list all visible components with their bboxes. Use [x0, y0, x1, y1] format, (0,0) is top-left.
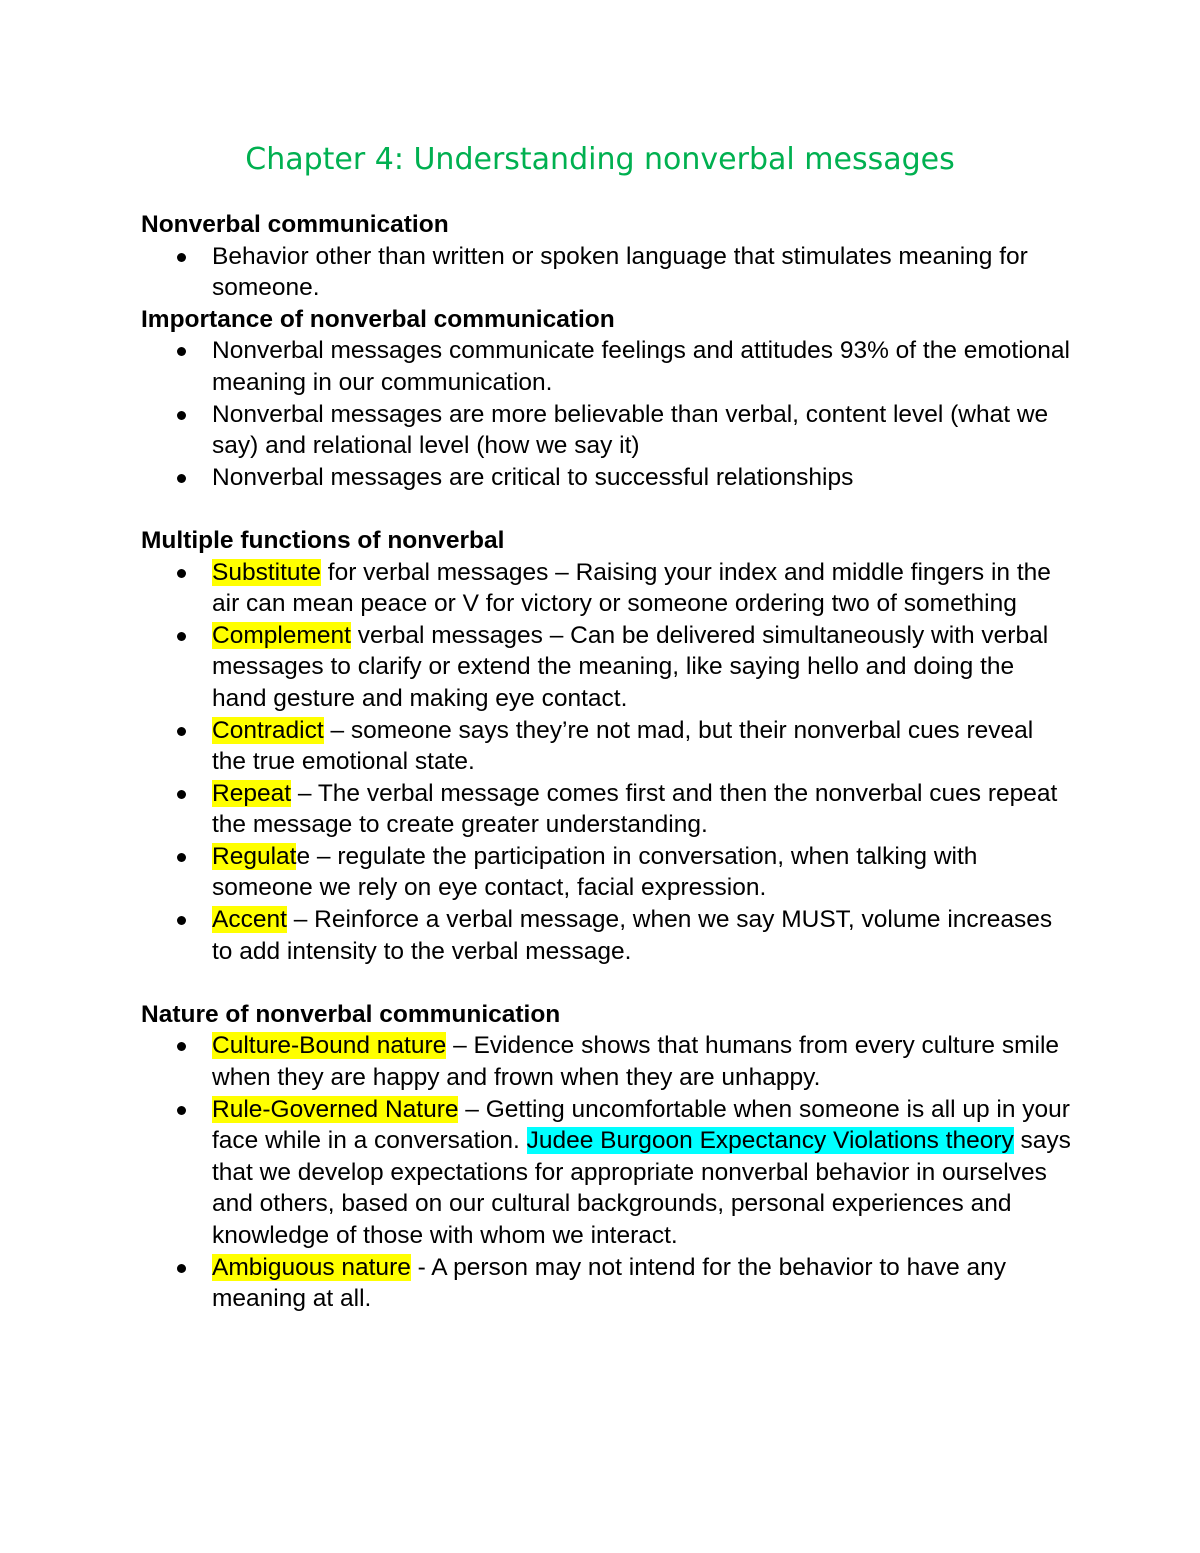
list-item: [141, 1094, 1071, 1252]
bullet-list-functions: [141, 557, 1071, 968]
list-item: [141, 904, 1071, 967]
bullet-text: – The verbal message comes first and then the nonverbal cues repeat the message to create greater understanding.: [212, 779, 1058, 839]
bullet-icon: [177, 474, 186, 483]
highlighted-term: Accent: [212, 906, 287, 934]
section-heading-functions: Multiple functions of nonverbal: [141, 526, 505, 554]
bullet-list-nonverbal: [141, 241, 1071, 304]
highlighted-term: Contradict: [212, 716, 324, 744]
list-item: [141, 399, 1071, 462]
bullet-text: Nonverbal messages are more believable than verbal, content level (what we say) and relational level (how we say it): [212, 400, 1049, 460]
list-item: [141, 841, 1071, 904]
bullet-icon: [177, 1042, 186, 1051]
bullet-text: - A person may not intend for the behavior to have any meaning at all.: [212, 1253, 1007, 1313]
highlighted-theory: Judee Burgoon Expectancy Violations theory: [526, 1127, 1014, 1155]
list-item: [141, 241, 1071, 304]
bullet-text: – Reinforce a verbal message, when we say MUST, volume increases to add intensity to the verbal message.: [212, 906, 1053, 965]
bullet-list-importance: [141, 335, 1071, 493]
highlighted-term: Ambiguous nature: [212, 1253, 411, 1281]
bullet-text: Behavior other than written or spoken language that stimulates meaning for someone.: [212, 242, 1028, 302]
bullet-icon: [177, 347, 186, 356]
list-item: [141, 1030, 1071, 1093]
highlighted-term: Repeat: [212, 779, 292, 807]
bullet-text: for verbal messages – Raising your index and middle fingers in the air can mean peace or V for victory or someone ordering two of something: [212, 558, 1051, 618]
blank-line: [141, 967, 1071, 999]
highlighted-term: Complement: [212, 621, 351, 649]
list-item: [141, 557, 1071, 620]
list-item: [141, 715, 1071, 778]
bullet-text: – Evidence shows that humans from every culture smile when they are happy and frown when they are unhappy.: [212, 1032, 1060, 1092]
list-item: [141, 1252, 1071, 1315]
bullet-icon: [177, 727, 186, 736]
bullet-text: Nonverbal messages are critical to successful relationships: [212, 463, 854, 491]
bullet-icon: [177, 853, 186, 862]
bullet-icon: [177, 790, 186, 799]
bullet-text: verbal messages – Can be delivered simultaneously with verbal messages to clarify or extend the meaning, like saying hello and doing the hand gesture and making eye contact.: [212, 621, 1049, 712]
bullet-list-nature: [141, 1030, 1071, 1314]
bullet-icon: [177, 916, 186, 925]
bullet-text: says that we develop expectations for appropriate nonverbal behavior in ourselves and others, based on our cultural backgrounds, personal experiences and knowledge of those with whom we interact.: [212, 1127, 1071, 1249]
bullet-icon: [177, 1106, 186, 1115]
list-item: [141, 462, 1071, 494]
bullet-icon: [177, 411, 186, 420]
document-body: [141, 209, 1071, 1315]
highlighted-term: Rule-Governed Nature: [212, 1095, 459, 1123]
highlighted-term: Culture-Bound nature: [212, 1032, 447, 1060]
list-item: [141, 620, 1071, 715]
document-title: Chapter 4: Understanding nonverbal messages: [245, 142, 955, 177]
list-item: [141, 335, 1071, 398]
highlighted-term: Substitute: [212, 558, 321, 586]
bullet-text: e – regulate the participation in conversation, when talking with someone we rely on eye contact, facial expression.: [212, 842, 978, 902]
blank-line: [141, 493, 1071, 525]
bullet-text: – someone says they’re not mad, but their nonverbal cues reveal the true emotional state.: [212, 716, 1034, 776]
bullet-text: – Getting uncomfortable when someone is all up in your face while in a conversation.: [212, 1095, 1070, 1155]
section-heading-nonverbal: Nonverbal communication: [141, 211, 449, 238]
highlighted-term: Regulat: [212, 842, 297, 870]
bullet-icon: [177, 569, 186, 578]
section-heading-nature: Nature of nonverbal communication: [141, 1000, 561, 1028]
list-item: [141, 778, 1071, 841]
bullet-icon: [177, 1264, 186, 1273]
bullet-icon: [177, 632, 186, 641]
bullet-text: Nonverbal messages communicate feelings and attitudes 93% of the emotional meaning in our communication.: [212, 337, 1070, 396]
bullet-icon: [177, 253, 186, 262]
section-heading-importance: Importance of nonverbal communication: [141, 305, 615, 333]
